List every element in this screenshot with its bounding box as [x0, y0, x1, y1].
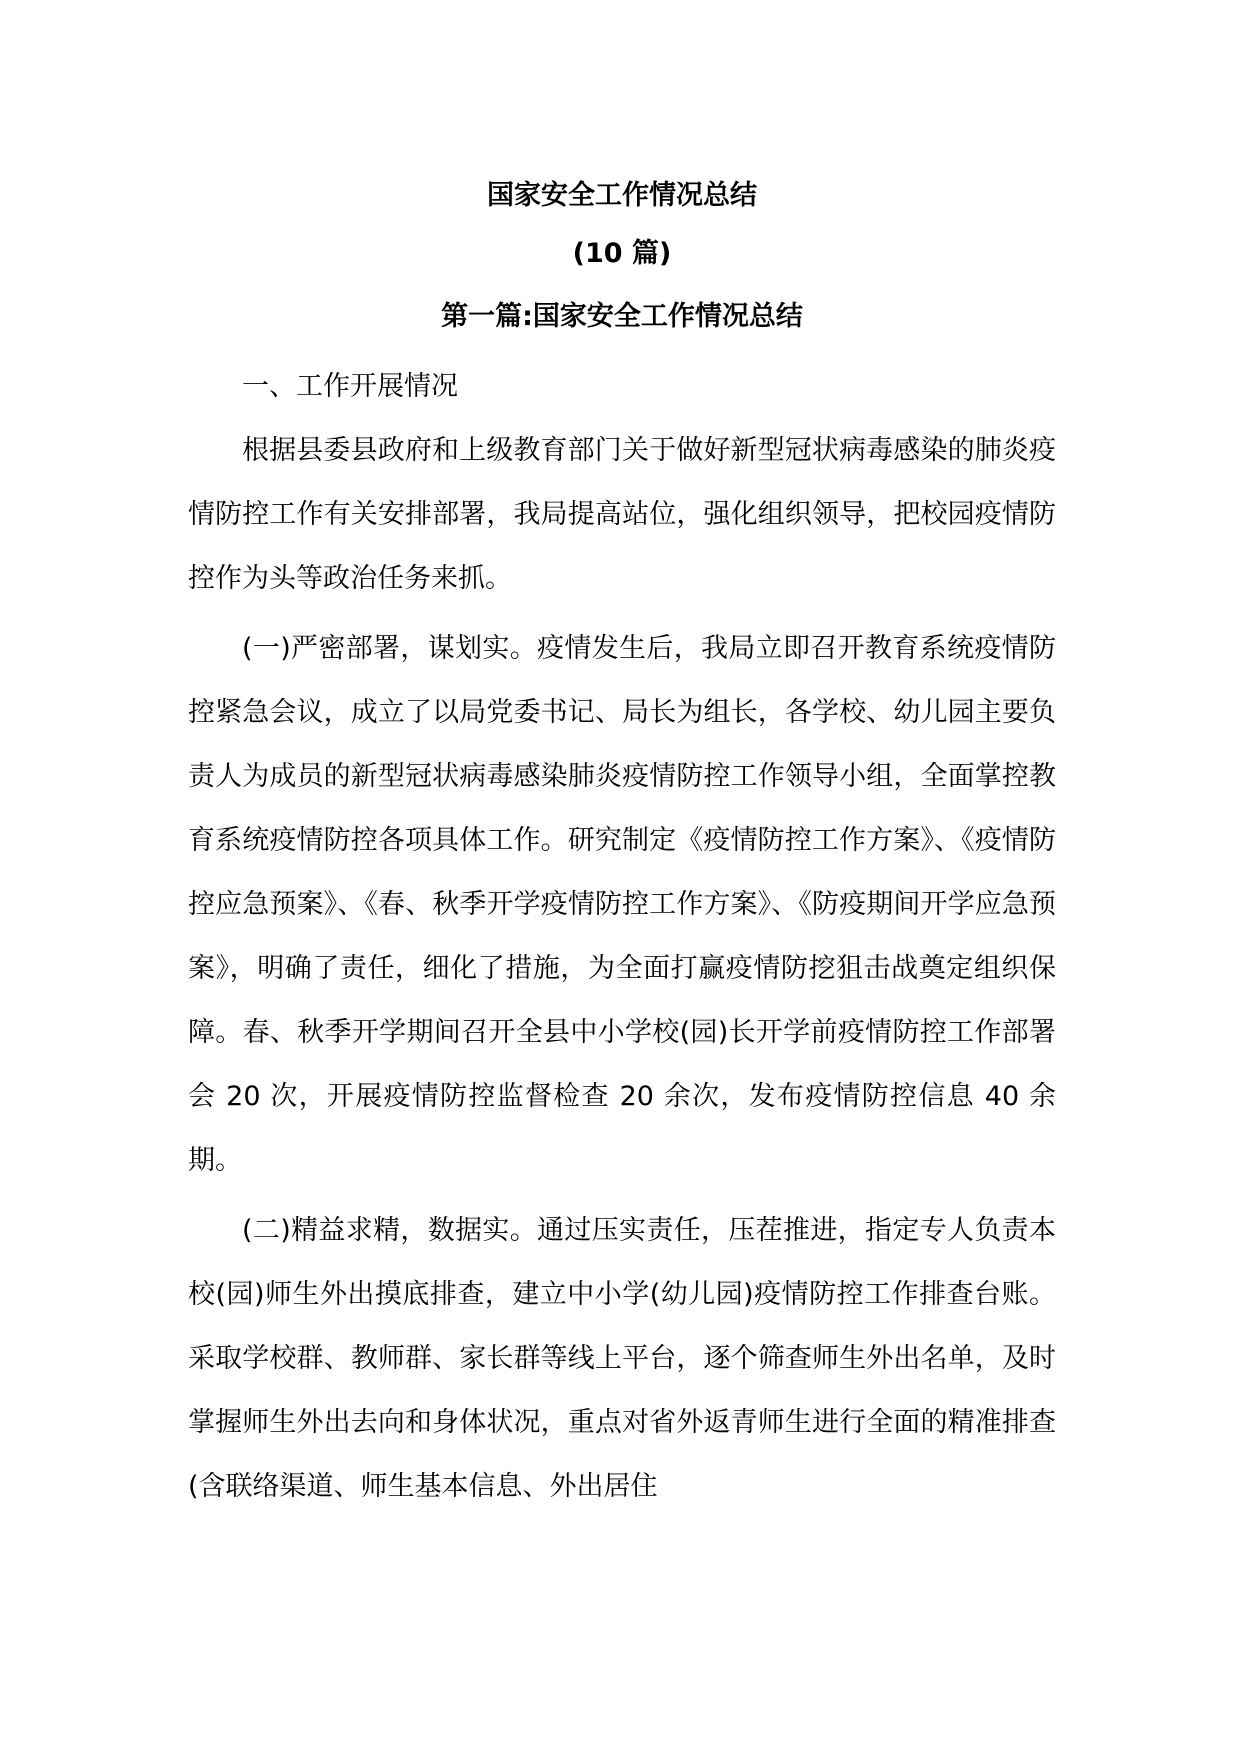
- document-subtitle: (10 篇): [572, 238, 672, 270]
- paragraph-deployment: (一)严密部署，谋划实。疫情发生后，我局立即召开教育系统疫情防控紧急会议，成立了以局党委书记、局长为组长，各学校、幼儿园主要负责人为成员的新型冠状病毒感染肺炎疫情防控工作领导小组，全面掌控教育系统疫情防控各项具体工作。研究制定《疫情防控工作方案》、《疫情防控应急预案》、《春、秋季开学疫情防控工作方案》、《防疫期间开学应急预案》，明确了责任，细化了措施，为全面打赢疫情防挖狙击战奠定组织保障。春、秋季开学期间召开全县中小学校(园)长开学前疫情防控工作部署会 20 次，开展疫情防控监督检查 20 余次，发布疫情防控信息 40 余期。: [188, 633, 1056, 1177]
- chapter-title: 第一篇:国家安全工作情况总结: [441, 300, 803, 332]
- document-title: 国家安全工作情况总结: [487, 180, 757, 211]
- document-content: [188, 176, 1056, 1519]
- paragraph-data-check: (二)精益求精，数据实。通过压实责任，压茬推进，指定专人负责本校(园)师生外出摸底排查，建立中小学(幼儿园)疫情防控工作排查台账。采取学校群、教师群、家长群等线上平台，逐个筛查师生外出名单，及时掌握师生外出去向和身体状况，重点对省外返青师生进行全面的精准排查(含联络渠道、师生基本信息、外出居住: [188, 1215, 1056, 1503]
- paragraph-intro: 根据县委县政府和上级教育部门关于做好新型冠状病毒感染的肺炎疫情防控工作有关安排部署，我局提高站位，强化组织领导，把校园疫情防控作为头等政治任务来抓。: [188, 435, 1056, 595]
- section-heading: 一、工作开展情况: [242, 371, 458, 403]
